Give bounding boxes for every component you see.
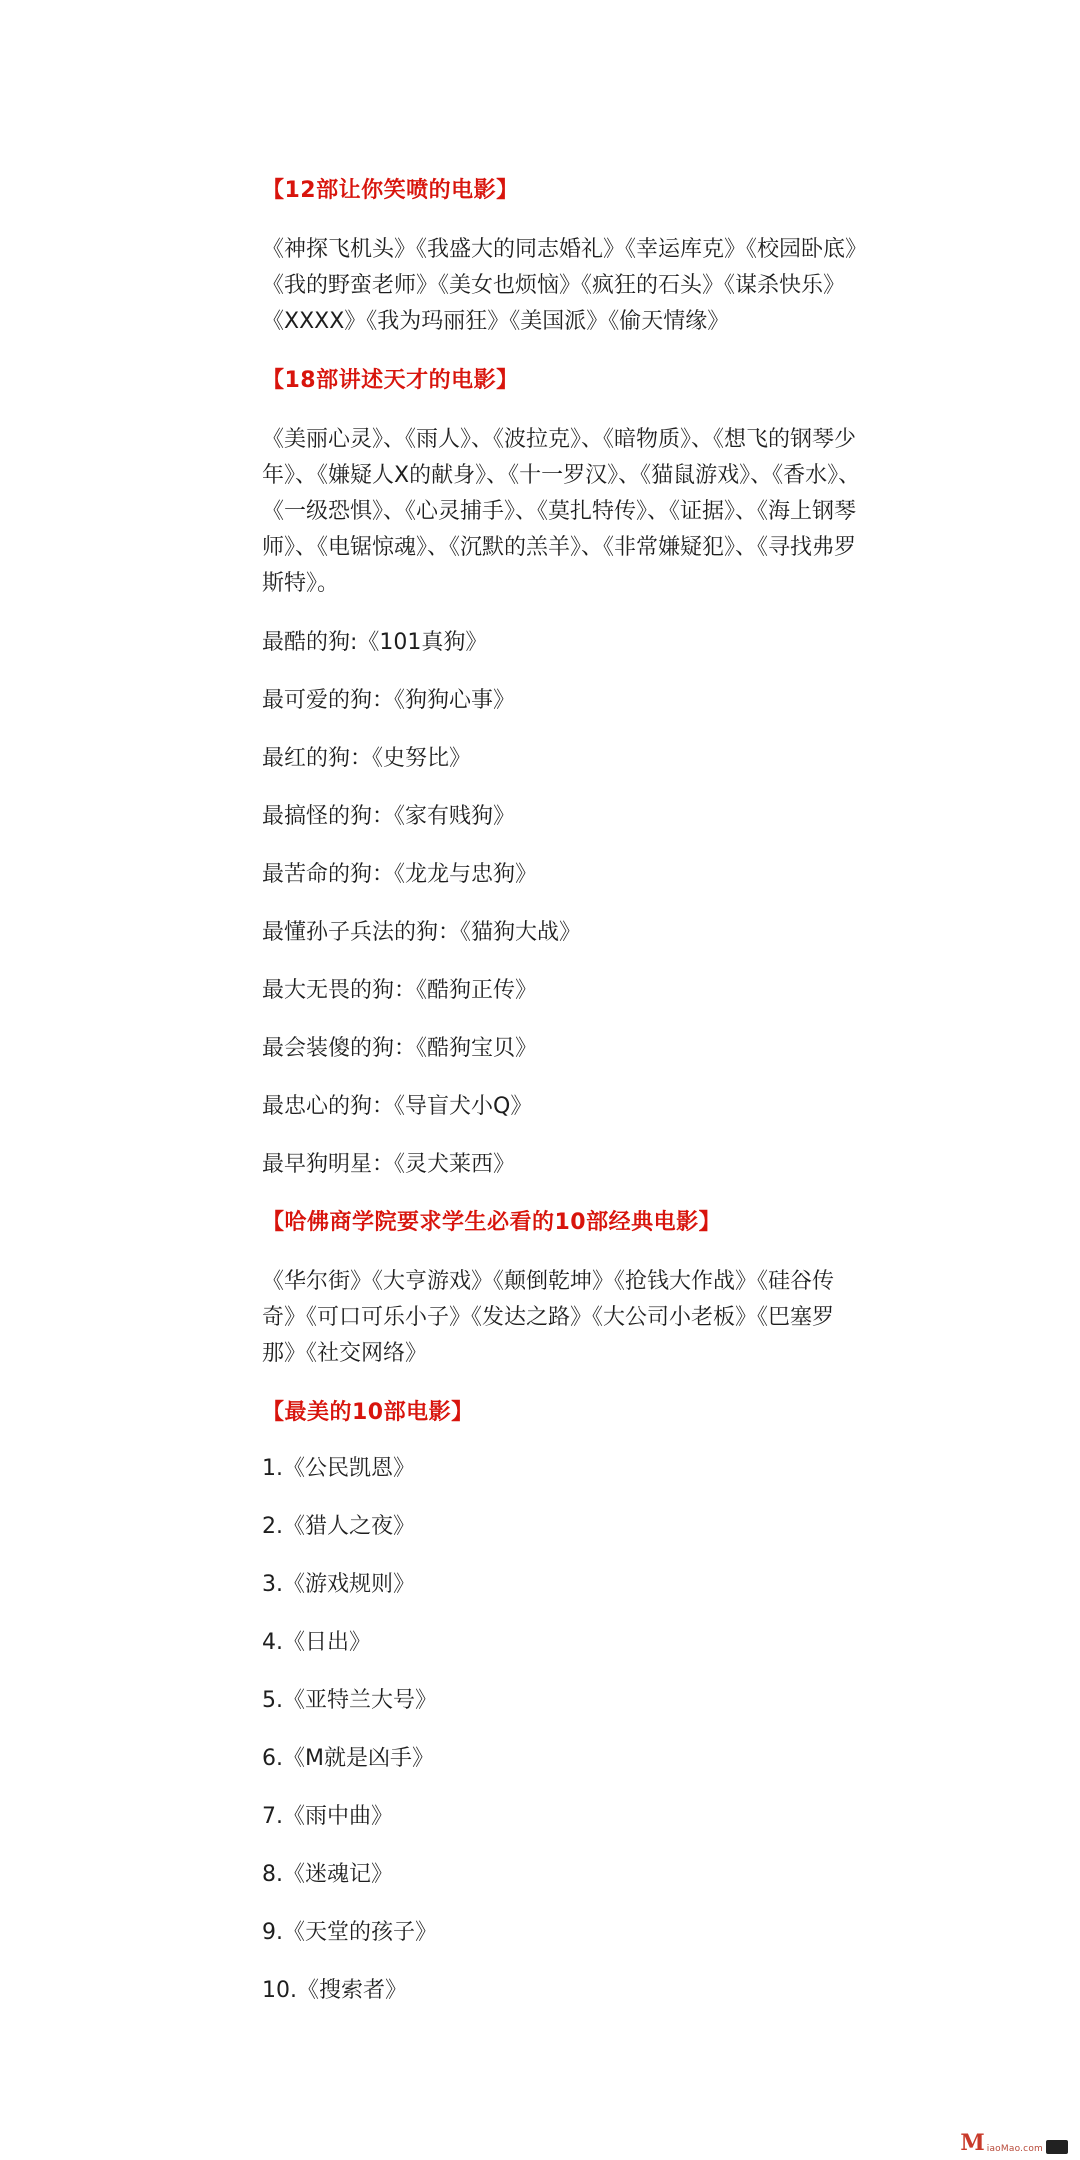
list-item: 8.《迷魂记》 [262, 1862, 393, 1887]
list-item: 最忠心的狗：《导盲犬小Q》 [262, 1094, 533, 1119]
section-title-genius-movies: 【18部讲述天才的电影】 [262, 368, 519, 393]
section-title-funny-movies: 【12部让你笑喷的电影】 [262, 178, 519, 203]
list-item: 最苦命的狗：《龙龙与忠狗》 [262, 862, 538, 887]
section-body-genius-movies: 《美丽心灵》、《雨人》、《波拉克》、《暗物质》、《想飞的钢琴少年》、《嫌疑人X的献身》、《十一罗汉》、《猫鼠游戏》、《香水》、《一级恐惧》、《心灵捕手》、《莫扎特传》、《证据》、《海上钢琴师》、《电锯惊魂》、《沉默的羔羊》、《非常嫌疑犯》、《寻找弗罗斯特》。 [262, 427, 861, 596]
watermark-site: iaoMao.com [986, 2144, 1043, 2154]
section-body-funny-movies: 《神探飞机头》《我盛大的同志婚礼》《幸运库克》《校园卧底》《我的野蛮老师》《美女也烦恼》《疯狂的石头》《谋杀快乐》《XXXX》《我为玛丽狂》《美国派》《偷天情缘》 [262, 237, 857, 334]
list-item: 最可爱的狗：《狗狗心事》 [262, 688, 516, 713]
list-item: 最红的狗：《史努比》 [262, 746, 472, 771]
watermark-logo [960, 2126, 1068, 2156]
section-title-beautiful-movies: 【最美的10部电影】 [262, 1400, 474, 1425]
section-title-harvard-movies: 【哈佛商学院要求学生必看的10部经典电影】 [262, 1210, 722, 1235]
beautiful-movie-list [262, 1454, 902, 2006]
watermark-letter: M [960, 2130, 985, 2156]
list-item: 最会装傻的狗：《酷狗宝贝》 [262, 1036, 538, 1061]
list-item: 最懂孙子兵法的狗：《猫狗大战》 [262, 920, 582, 945]
list-item: 9.《天堂的孩子》 [262, 1920, 437, 1945]
list-item: 最大无畏的狗：《酷狗正传》 [262, 978, 538, 1003]
list-item: 3.《游戏规则》 [262, 1572, 415, 1597]
list-item: 2.《猎人之夜》 [262, 1514, 415, 1539]
list-item: 10.《搜索者》 [262, 1978, 407, 2003]
list-item: 1.《公民凯恩》 [262, 1456, 415, 1481]
list-item: 5.《亚特兰大号》 [262, 1688, 437, 1713]
list-item: 4.《日出》 [262, 1630, 371, 1655]
list-item: 7.《雨中曲》 [262, 1804, 393, 1829]
list-item: 最搞怪的狗：《家有贱狗》 [262, 804, 516, 829]
section-body-harvard-movies: 《华尔街》《大亨游戏》《颠倒乾坤》《抢钱大作战》《硅谷传奇》《可口可乐小子》《发达之路》《大公司小老板》《巴塞罗那》《社交网络》 [262, 1269, 835, 1366]
list-item: 最酷的狗:《101真狗》 [262, 630, 488, 655]
list-item: 最早狗明星：《灵犬莱西》 [262, 1152, 516, 1177]
list-item: 6.《M就是凶手》 [262, 1746, 434, 1771]
article-content [262, 176, 902, 2034]
watermark-badge-icon [1046, 2140, 1068, 2154]
dog-movie-list [262, 628, 902, 1180]
